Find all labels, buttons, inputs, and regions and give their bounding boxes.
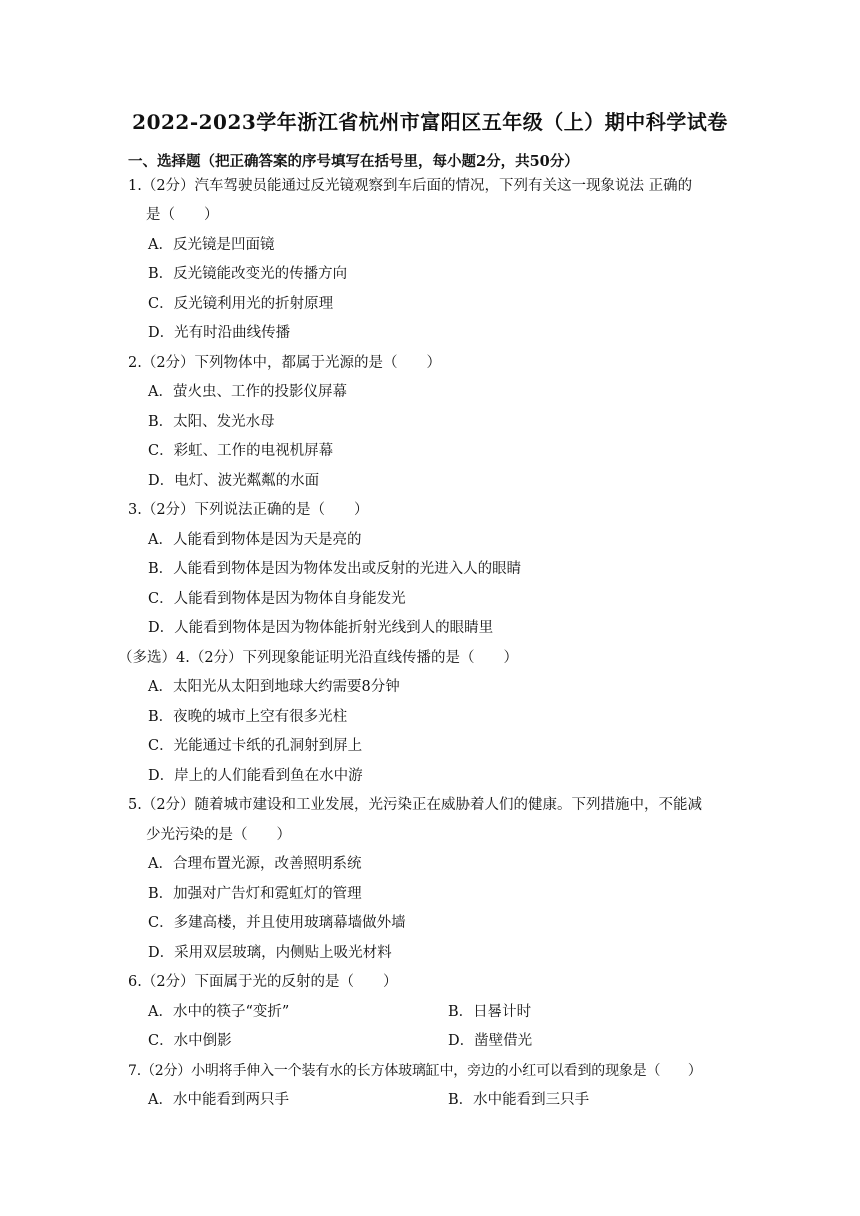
question-1-option-a: A．反光镜是凹面镜: [148, 237, 275, 253]
question-4-stem: （多选）4.（2分）下列现象能证明光沿直线传播的是（ ）: [118, 650, 519, 666]
question-6-option-b: B．日晷计时: [448, 1004, 532, 1020]
question-5-option-a: A．合理布置光源，改善照明系统: [148, 856, 362, 872]
question-4-option-c: C．光能通过卡纸的孔洞射到屏上: [148, 738, 363, 754]
question-2-stem: 2.（2分）下列物体中，都属于光源的是（ ）: [128, 355, 442, 371]
question-2-option-d: D．电灯、波光粼粼的水面: [148, 473, 320, 489]
question-6-option-a: A．水中的筷子“变折”: [148, 1004, 290, 1020]
question-7-option-a: A．水中能看到两只手: [148, 1092, 289, 1108]
question-1-stem-continued: 是（ ）: [146, 207, 219, 223]
question-5-stem: 5.（2分）随着城市建设和工业发展，光污染正在威胁着人们的健康。下列措施中，不能减: [128, 797, 703, 813]
question-3-option-b: B．人能看到物体是因为物体发出或反射的光进入人的眼睛: [148, 561, 522, 577]
question-1-option-d: D．光有时沿曲线传播: [148, 325, 291, 341]
question-6-option-d: D．凿壁借光: [448, 1033, 533, 1049]
question-3-option-a: A．人能看到物体是因为天是亮的: [148, 532, 362, 548]
question-3-option-d: D．人能看到物体是因为物体能折射光线到人的眼睛里: [148, 620, 494, 636]
question-3-option-c: C．人能看到物体是因为物体自身能发光: [148, 591, 406, 607]
exam-title: 2022-2023学年浙江省杭州市富阳区五年级（上）期中科学试卷: [132, 110, 728, 134]
question-5-option-d: D．采用双层玻璃，内侧贴上吸光材料: [148, 945, 392, 961]
question-1-stem: 1.（2分）汽车驾驶员能通过反光镜观察到车后面的情况，下列有关这一现象说法 正确的: [128, 178, 693, 194]
question-7-stem: 7.（2分）小明将手伸入一个装有水的长方体玻璃缸中，旁边的小红可以看到的现象是（ ）: [128, 1063, 702, 1079]
question-5-option-c: C．多建高楼，并且使用玻璃幕墙做外墙: [148, 915, 406, 931]
question-1-option-c: C．反光镜利用光的折射原理: [148, 296, 334, 312]
question-6-option-c: C．水中倒影: [148, 1033, 232, 1049]
question-4-option-a: A．太阳光从太阳到地球大约需要8分钟: [148, 679, 400, 695]
question-5-stem-continued: 少光污染的是（ ）: [146, 827, 291, 843]
question-1-option-b: B．反光镜能改变光的传播方向: [148, 266, 348, 282]
question-2-option-c: C．彩虹、工作的电视机屏幕: [148, 443, 334, 459]
question-2-option-b: B．太阳、发光水母: [148, 414, 275, 430]
question-7-option-b: B．水中能看到三只手: [448, 1092, 590, 1108]
question-3-stem: 3.（2分）下列说法正确的是（ ）: [128, 502, 369, 518]
question-4-option-d: D．岸上的人们能看到鱼在水中游: [148, 768, 363, 784]
question-6-stem: 6.（2分）下面属于光的反射的是（ ）: [128, 974, 398, 990]
question-5-option-b: B．加强对广告灯和霓虹灯的管理: [148, 886, 362, 902]
question-4-option-b: B．夜晚的城市上空有很多光柱: [148, 709, 348, 725]
section-heading: 一、选择题（把正确答案的序号填写在括号里，每小题2分，共50分）: [128, 153, 579, 170]
question-2-option-a: A．萤火虫、工作的投影仪屏幕: [148, 384, 347, 400]
